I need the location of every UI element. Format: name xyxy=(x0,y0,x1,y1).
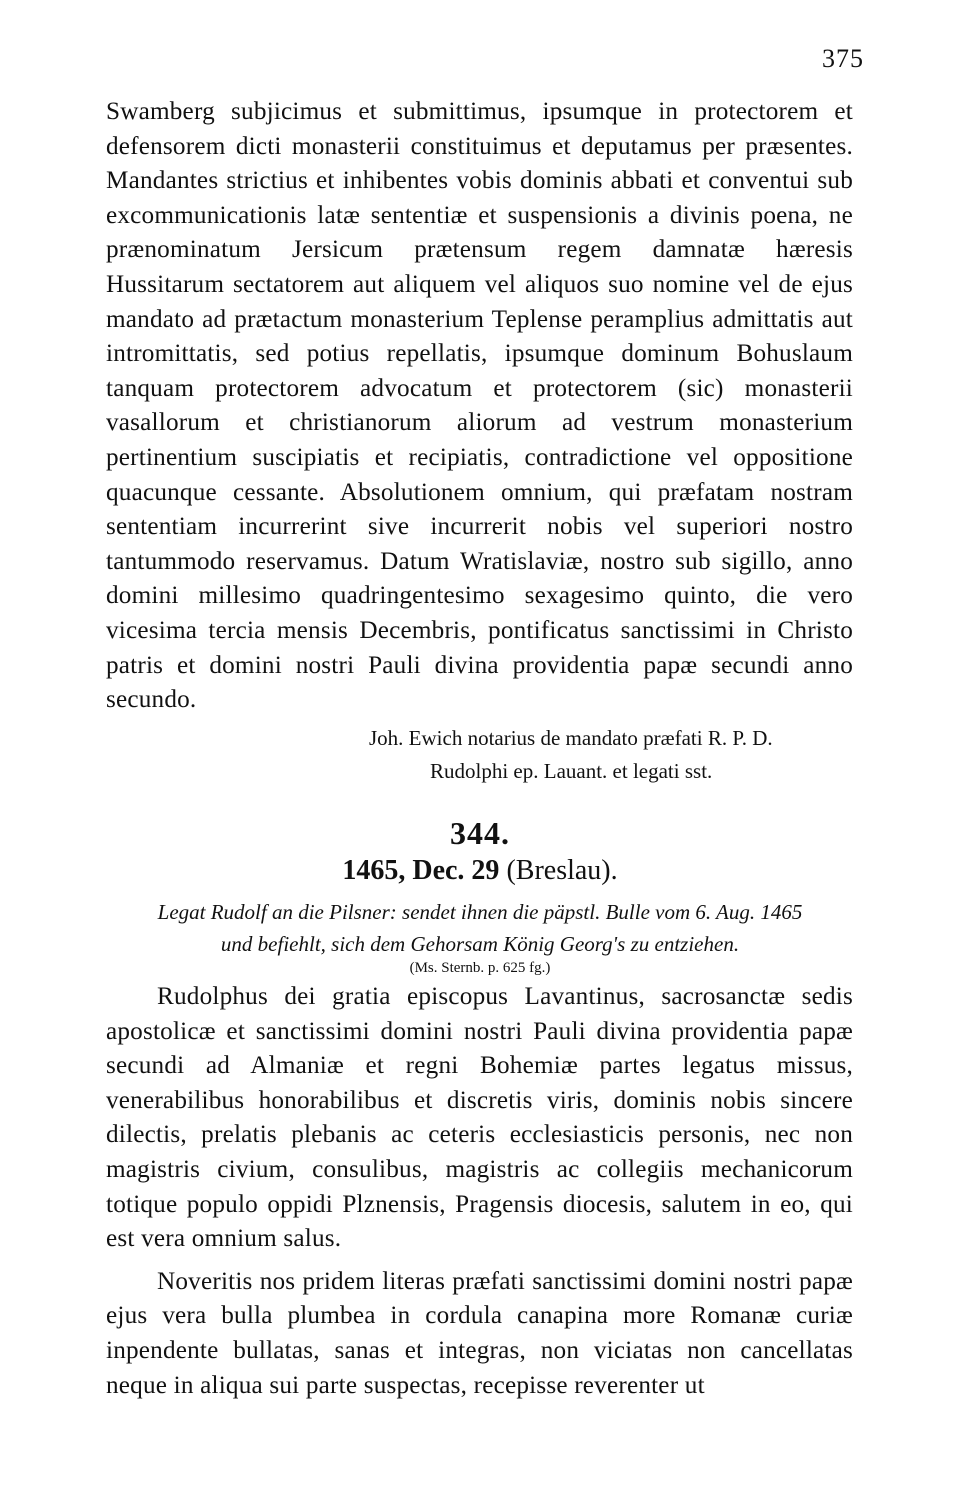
letter-paragraph: Rudolphus dei gratia episcopus Lavantinus, sacrosanctæ sedis apostolicæ et sanctissimi domini nostri Pauli divina providentia papæ secundi ad Almaniæ et regni Bohemiæ partes legatus missus, venerabilibus honorabilibus et discretis viris, dominis nobis sincere dilectis, prelatis plebanis ac ceteris ecclesiasticis personis, nec non magistris civium, consulibus, magistris ac collegiis mechanicorum totique populo oppidi Plznensis, Pragensis diocesis, salutem in eo, qui est vera omnium salus. xyxy=(106,983,853,1253)
notary-signature xyxy=(369,722,773,788)
main-text-bottom xyxy=(106,980,853,1403)
continued-paragraph: Swamberg subjicimus et submittimus, ipsumque in protectorem et defensorem dicti monasterii constituimus et deputamus per præsentes. Mandantes strictius et inhibentes vobis dominis abbati et conventui sub excommunicationis latæ sententiæ et suspensionis a divinis poena, ne prænominatum Jersicum prætensum regem damnatæ hæresis Hussitarum sectatorem aut aliquem vel aliquos suo nomine vel de ejus mandato ad prætactum monasterium Teplense peramplius admittatis aut intromittatis, sed potius repellatis, ipsumque dominum Bohuslaum tanquam protectorem advocatum et protectorem (sic) monasterii vasallorum et christianorum aliorum ad vestrum monasterium pertinentium suscipiatis et recipiatis, contradictione vel oppositione quacunque cessante. Absolutionem omnium, qui præfatam nostram sententiam incurrerint sive incurrerit nobis vel superiori nostro tantummodo reservamus. Datum Wratislaviæ, nostro sub sigillo, anno domini millesimo quadringentesimo sexagesimo quinto, die vero vicesima tercia mensis Decembris, pontificatus sanctissimi in Christo patris et domini nostri Pauli divina providentia papæ secundi anno secundo. xyxy=(106,98,853,714)
signature-line: Joh. Ewich notarius de mandato præfati R. P. D. xyxy=(369,726,773,750)
page-number: 375 xyxy=(822,44,864,73)
signature-line: Rudolphi ep. Lauant. et legati sst. xyxy=(430,759,713,783)
summary-line: Legat Rudolf an die Pilsner: sendet ihnen die päpstl. Bulle vom 6. Aug. 1465 xyxy=(157,900,803,924)
document-date: 1465, Dec. 29 xyxy=(342,855,500,886)
document-summary xyxy=(0,896,960,960)
document-number: 344. xyxy=(450,815,510,851)
letter-paragraph: Noveritis nos pridem literas præfati sanctissimi domini nostri papæ ejus vera bulla plumbea in cordula canapina more Romanæ curiæ inpendente bullatas, sanas et integras, non viciatas non cancellatas neque in aliqua sui parte suspectas, recepisse reverenter ut xyxy=(106,1267,853,1399)
document-place: (Breslau). xyxy=(506,855,618,886)
summary-line: und befiehlt, sich dem Gehorsam König Georg's zu entziehen. xyxy=(220,932,740,956)
document-date-heading xyxy=(0,855,960,887)
main-text-top xyxy=(106,95,853,718)
source-citation: (Ms. Sternb. p. 625 fg.) xyxy=(409,960,551,976)
